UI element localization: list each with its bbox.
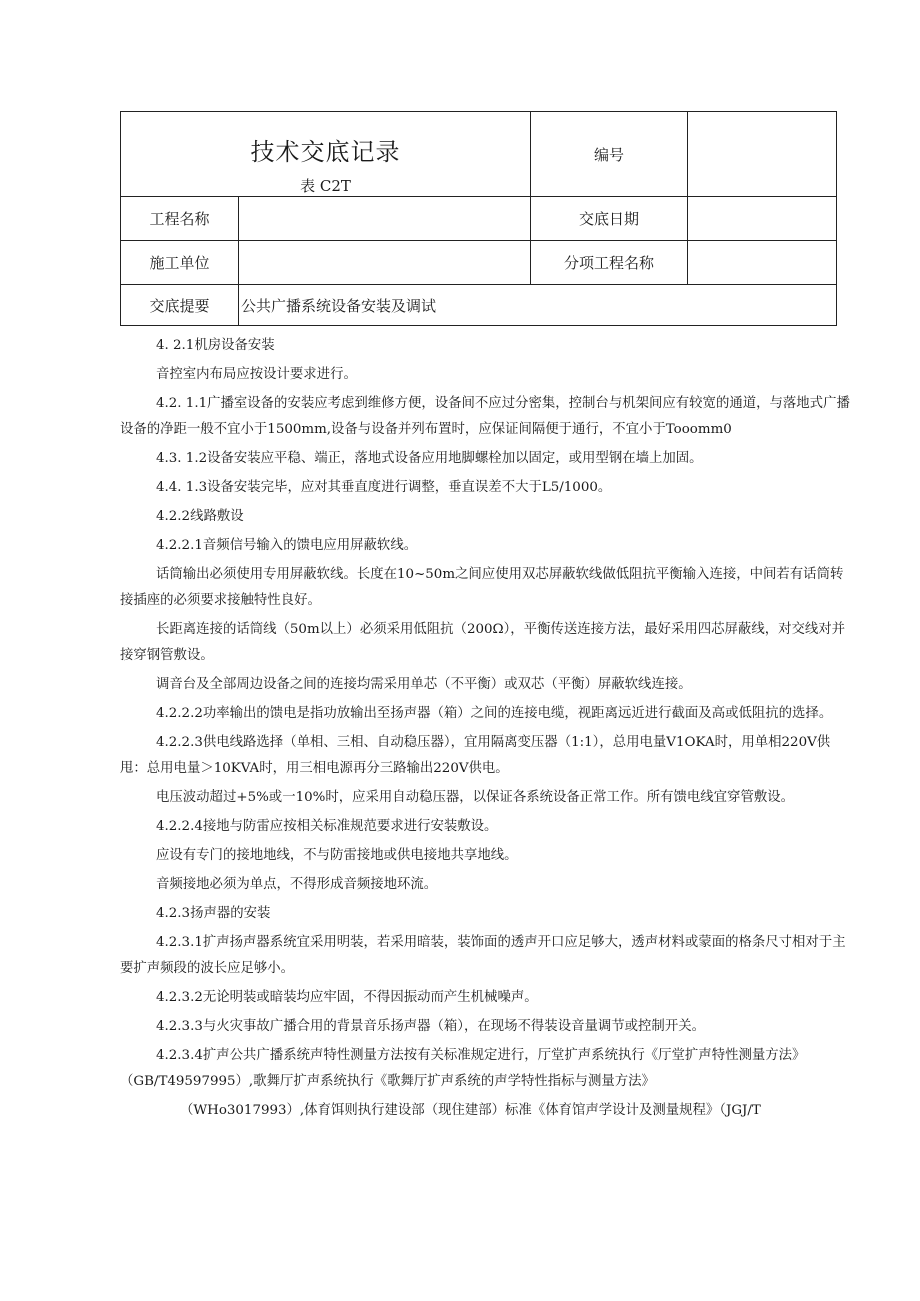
document-title: 技术交底记录 — [250, 138, 401, 166]
paragraph: 4.2. 1.1广播室设备的安装应考虑到维修方便，设备间不应过分密集，控制台与机架间应有较宽的通道，与落地式广播设备的净距一般不宜小于1500mm,设备与设备并列布置时，应保证间隔便于通行，不宜小于Tooomm0 — [120, 396, 850, 437]
number-label: 编号 — [531, 112, 688, 197]
paragraph: 4.2.2.2功率输出的馈电是指功放输出至扬声器（箱）之间的连接电缆，视距离远近进行截面及高或低阻抗的选择。 — [156, 706, 833, 721]
body-text — [120, 333, 850, 1127]
paragraph: 话筒输出必须使用专用屏蔽软线。长度在10~50m之间应使用双芯屏蔽软线做低阻抗平衡输入连接，中间若有话筒转接插座的必须要求接触特性良好。 — [120, 567, 844, 608]
project-name-label: 工程名称 — [121, 197, 239, 241]
paragraph: 4.2.3.4扩声公共广播系统声特性测量方法按有关标准规定进行，厅堂扩声系统执行《厅堂扩声特性测量方法》（GB/T49597995）,歌舞厅扩声系统执行《歌舞厅扩声系统的声学特性指标与测量方法》 — [120, 1048, 806, 1089]
subproject-label: 分项工程名称 — [531, 241, 688, 285]
title-cell — [121, 112, 531, 197]
paragraph: 4.2.3.3与火灾事故广播合用的背景音乐扬声器（箱），在现场不得装设音量调节或控制开关。 — [156, 1019, 705, 1034]
paragraph: 长距离连接的话筒线（50m以上）必须采用低阻抗（200Ω），平衡传送连接方法，最好采用四芯屏蔽线，对交线对并接穿钢管敷设。 — [120, 622, 846, 663]
date-field[interactable] — [688, 197, 837, 241]
heading-4-2-2: 4.2.2线路敷设 — [156, 509, 244, 524]
paragraph: 4.4. 1.3设备安装完毕，应对其垂直度进行调整，垂直误差不大于L5/1000。 — [156, 480, 612, 495]
paragraph: 4.2.3.2无论明装或暗装均应牢固，不得因振动而产生机械噪声。 — [156, 990, 538, 1005]
paragraph: 4.3. 1.2设备安装应平稳、端正，落地式设备应用地脚螺栓加以固定，或用型钢在墙上加固。 — [156, 451, 703, 466]
summary-field[interactable]: 公共广播系统设备安装及调试 — [239, 285, 837, 326]
date-label: 交底日期 — [531, 197, 688, 241]
subproject-field[interactable] — [688, 241, 837, 285]
paragraph: 电压波动超过+5%或一10%时，应采用自动稳压器，以保证各系统设备正常工作。所有馈电线宜穿管敷设。 — [156, 790, 795, 805]
paragraph: 4.2.2.4接地与防雷应按相关标准规范要求进行安装敷设。 — [156, 819, 498, 834]
contractor-field[interactable] — [239, 241, 531, 285]
heading-4-2-3: 4.2.3扬声器的安装 — [156, 906, 271, 921]
paragraph: 音频接地必须为单点，不得形成音频接地环流。 — [156, 877, 438, 892]
heading-4-2-1: 4. 2.1机房设备安装 — [156, 338, 275, 353]
number-field[interactable] — [688, 112, 837, 197]
paragraph: 调音台及全部周边设备之间的连接均需采用单芯（不平衡）或双芯（平衡）屏蔽软线连接。 — [156, 677, 692, 692]
form-code: 表 C2T — [300, 177, 351, 195]
paragraph: 4.2.3.1扩声扬声器系统宜采用明装，若采用暗装，装饰面的透声开口应足够大，透声材料或蒙面的格条尺寸相对于主要扩声频段的波长应足够小。 — [120, 935, 846, 976]
paragraph: 音控室内布局应按设计要求进行。 — [156, 367, 357, 382]
contractor-label: 施工单位 — [121, 241, 239, 285]
paragraph: 应设有专门的接地地线，不与防雷接地或供电接地共享地线。 — [156, 848, 518, 863]
paragraph: 4.2.2.3供电线路选择（单相、三相、自动稳压器），宜用隔离变压器（1:1），总用电量V1OKA时，用单相220V供甩：总用电量＞10KVA时，用三相电源再分三路输出220V供电。 — [120, 735, 831, 776]
paragraph: （WHo3017993）,体育饵则执行建设部（现住建部）标准《体育馆声学设计及测量规程》（JGJ/T — [180, 1103, 761, 1118]
project-name-field[interactable] — [239, 197, 531, 241]
summary-label: 交底提要 — [121, 285, 239, 326]
header-table — [120, 111, 837, 326]
paragraph: 4.2.2.1音频信号输入的馈电应用屏蔽软线。 — [156, 538, 418, 553]
